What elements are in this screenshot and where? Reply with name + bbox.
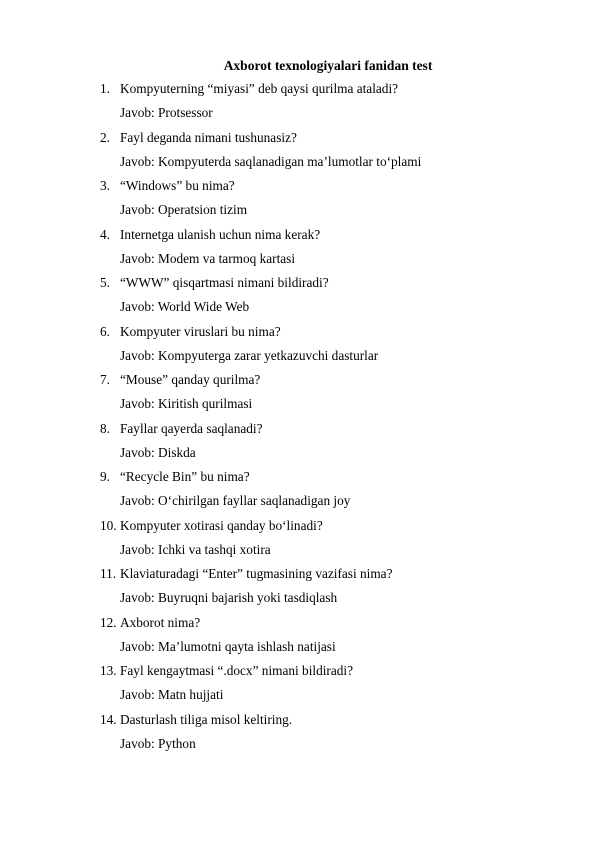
question-number: 2. <box>100 129 110 145</box>
list-item <box>100 80 570 129</box>
answer-text: Javob: Modem va tarmoq kartasi <box>120 250 296 266</box>
question-row <box>100 371 570 395</box>
answer-text: Javob: Protsessor <box>120 105 213 121</box>
question-row <box>100 420 570 444</box>
list-item <box>100 226 570 275</box>
question-number: 1. <box>100 81 110 96</box>
question-number: 13. <box>100 663 117 678</box>
list-item <box>100 371 570 420</box>
list-item <box>100 177 570 226</box>
question-row <box>100 468 570 492</box>
question-number: 10. <box>100 517 117 533</box>
question-text: Internetga ulanish uchun nima kerak? <box>120 226 321 242</box>
list-item <box>100 468 570 517</box>
answer-text: Javob: Operatsion tizim <box>120 202 248 218</box>
question-text: Dasturlash tiliga misol keltiring. <box>120 711 293 727</box>
answer-text: Javob: O‘chirilgan fayllar saqlanadigan joy <box>120 493 351 509</box>
question-number: 12. <box>100 614 117 630</box>
question-number: 7. <box>100 372 110 387</box>
question-number: 4. <box>100 226 110 242</box>
question-number: 5. <box>100 275 110 290</box>
answer-text: Javob: Buyruqni bajarish yoki tasdiqlash <box>120 590 338 606</box>
question-text: Fayl deganda nimani tushunasiz? <box>120 129 297 145</box>
question-text: “Mouse” qanday qurilma? <box>120 372 261 387</box>
question-row <box>100 80 570 104</box>
list-item <box>100 662 570 711</box>
question-text: “Recycle Bin” bu nima? <box>120 469 250 484</box>
question-text: Klaviaturadagi “Enter” tugmasining vazifasi nima? <box>120 566 393 581</box>
question-number: 9. <box>100 469 110 484</box>
question-row <box>100 226 570 250</box>
question-number: 14. <box>100 711 117 727</box>
question-text: Kompyuter viruslari bu nima? <box>120 323 281 339</box>
list-item <box>100 614 570 663</box>
answer-text: Javob: Ma’lumotni qayta ishlash natijasi <box>120 638 336 654</box>
question-number: 11. <box>100 566 117 581</box>
question-text: Kompyuter xotirasi qanday bo‘linadi? <box>120 517 323 533</box>
question-row <box>100 177 570 201</box>
list-item <box>100 129 570 178</box>
list-item <box>100 565 570 614</box>
answer-text: Javob: Python <box>120 735 196 751</box>
question-text: Axborot nima? <box>120 614 201 630</box>
answer-text: Javob: Diskda <box>120 444 196 460</box>
answer-text: Javob: Kompyuterga zarar yetkazuvchi dasturlar <box>120 347 379 363</box>
question-number: 8. <box>100 420 110 436</box>
document-title: Axborot texnologiyalari fanidan test <box>223 58 433 73</box>
list-item <box>100 323 570 372</box>
question-row <box>100 711 570 735</box>
question-row <box>100 323 570 347</box>
question-row <box>100 517 570 541</box>
question-text: Fayllar qayerda saqlanadi? <box>120 420 263 436</box>
question-text: Fayl kengaytmasi “.docx” nimani bildiradi? <box>120 663 354 678</box>
question-number: 6. <box>100 323 110 339</box>
answer-text: Javob: Matn hujjati <box>120 687 224 703</box>
question-text: Kompyuterning “miyasi” deb qaysi qurilma ataladi? <box>120 81 399 96</box>
answer-text: Javob: World Wide Web <box>120 299 250 315</box>
question-list <box>100 80 570 759</box>
list-item <box>100 517 570 566</box>
list-item <box>100 274 570 323</box>
answer-text: Javob: Ichki va tashqi xotira <box>120 541 271 557</box>
answer-text: Javob: Kompyuterda saqlanadigan ma’lumotlar to‘plami <box>120 153 422 169</box>
question-number: 3. <box>100 178 110 193</box>
list-item <box>100 711 570 760</box>
question-row <box>100 565 570 589</box>
list-item <box>100 420 570 469</box>
question-row <box>100 662 570 686</box>
question-row <box>100 274 570 298</box>
answer-text: Javob: Kiritish qurilmasi <box>120 396 253 412</box>
question-row <box>100 614 570 638</box>
question-text: “WWW” qisqartmasi nimani bildiradi? <box>120 275 329 290</box>
question-text: “Windows” bu nima? <box>120 178 235 193</box>
question-row <box>100 129 570 153</box>
